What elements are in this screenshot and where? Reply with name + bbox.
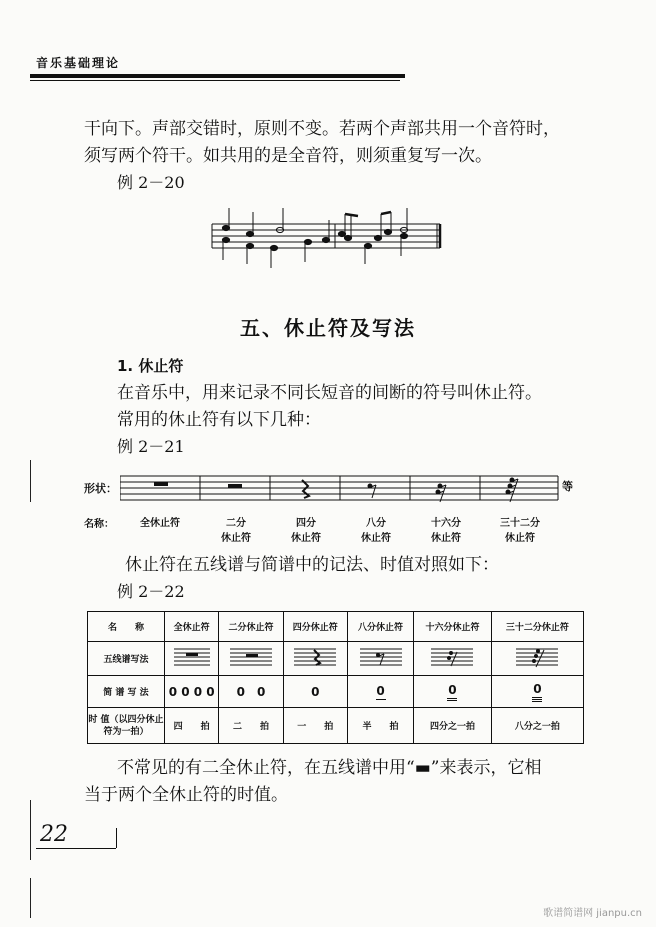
note-heads <box>222 208 407 268</box>
etc-label: 等 <box>562 480 573 493</box>
sixteenth-rest-staff <box>429 646 475 668</box>
column-header: 八分休止符 <box>347 612 413 642</box>
duration-cell: 半 拍 <box>347 708 413 744</box>
table-row <box>88 642 584 676</box>
rest-name: 八分 休止符 <box>361 518 391 544</box>
column-header: 二分休止符 <box>219 612 283 642</box>
rest-staff <box>120 472 560 508</box>
whole-rest-staff <box>172 646 212 668</box>
paragraph-line: 不常见的有二全休止符，在五线谱中用“▬”来表示，它相 <box>117 758 542 778</box>
rest-names-row <box>120 514 560 544</box>
thirty-second-rest-staff <box>514 646 560 668</box>
column-header: 十六分休止符 <box>414 612 492 642</box>
column-header: 全休止符 <box>164 612 218 642</box>
column-header: 四分休止符 <box>283 612 347 642</box>
jianpu-cell: 0 <box>491 676 583 708</box>
staff-cell-half <box>219 642 283 676</box>
music-example-2-20 <box>208 200 448 278</box>
row-header: 五线谱写法 <box>88 642 165 676</box>
row-header: 简 谱 写 法 <box>88 676 165 708</box>
quarter-rest <box>302 480 309 498</box>
whole-rest <box>154 482 168 486</box>
rest-name: 二分 休止符 <box>221 518 251 544</box>
subsection-title: 1. 休止符 <box>117 357 184 375</box>
staff-cell-eighth <box>347 642 413 676</box>
running-header: 音乐基础理论 <box>36 56 121 70</box>
staff-cell-quarter <box>283 642 347 676</box>
duration-cell: 二 拍 <box>219 708 283 744</box>
margin-mark <box>30 878 31 918</box>
rest-comparison-table <box>87 611 584 744</box>
paragraph-line: 须写两个符干。如共用的是全音符，则须重复写一次。 <box>84 146 492 166</box>
paragraph-line: 当于两个全休止符的时值。 <box>84 785 288 805</box>
rest-name: 四分 休止符 <box>291 518 321 544</box>
example-label: 例 2－20 <box>117 173 185 192</box>
table-row <box>88 676 584 708</box>
eighth-rest-staff <box>358 646 404 668</box>
row-header: 名 称 <box>88 612 165 642</box>
rest-name: 十六分 休止符 <box>431 518 461 544</box>
header-rule-thin <box>30 80 400 81</box>
duration-cell: 四 拍 <box>164 708 218 744</box>
duration-cell: 四分之一拍 <box>414 708 492 744</box>
header-rule <box>30 74 405 78</box>
watermark: 歌谱简谱网 jianpu.cn <box>543 908 642 919</box>
table-row <box>88 612 584 642</box>
duration-cell: 八分之一拍 <box>491 708 583 744</box>
rest-name: 三十二分 休止符 <box>500 518 540 544</box>
quarter-rest-staff <box>292 646 338 668</box>
shape-label: 形状： <box>84 482 117 495</box>
jianpu-cell: 0 <box>347 676 413 708</box>
half-rest <box>228 484 242 488</box>
page-number-rule <box>36 848 116 849</box>
rest-name: 全休止符 <box>140 518 180 529</box>
jianpu-cell: 0 <box>283 676 347 708</box>
margin-mark <box>30 800 31 860</box>
margin-mark <box>30 460 31 502</box>
eighth-rest <box>368 484 376 498</box>
duration-cell: 一 拍 <box>283 708 347 744</box>
section-title: 五、休止符及写法 <box>240 316 416 340</box>
jianpu-cell: 0 <box>414 676 492 708</box>
jianpu-cell: 0 0 0 0 <box>164 676 218 708</box>
half-rest-staff <box>228 646 274 668</box>
column-header: 三十二分休止符 <box>491 612 583 642</box>
name-label: 名称： <box>84 519 114 530</box>
paragraph-line: 干向下。声部交错时，原则不变。若两个声部共用一个音符时， <box>84 119 560 139</box>
paragraph-line: 在音乐中，用来记录不同长短音的间断的符号叫休止符。 <box>117 383 542 403</box>
example-label: 例 2－22 <box>117 582 185 601</box>
jianpu-cell: 0 0 <box>219 676 283 708</box>
row-header: 时 值（以四分休止符为一拍） <box>88 708 165 744</box>
staff-cell-thirty-second <box>491 642 583 676</box>
staff-cell-sixteenth <box>414 642 492 676</box>
paragraph-line: 休止符在五线谱与简谱中的记法、时值对照如下： <box>125 555 499 575</box>
paragraph-line: 常用的休止符有以下几种： <box>117 410 321 430</box>
staff-cell-whole <box>164 642 218 676</box>
sixteenth-rest <box>436 484 446 502</box>
table-row <box>88 708 584 744</box>
example-label: 例 2－21 <box>117 437 185 456</box>
page-number-tick <box>116 828 117 848</box>
page-number: 22 <box>40 822 68 847</box>
